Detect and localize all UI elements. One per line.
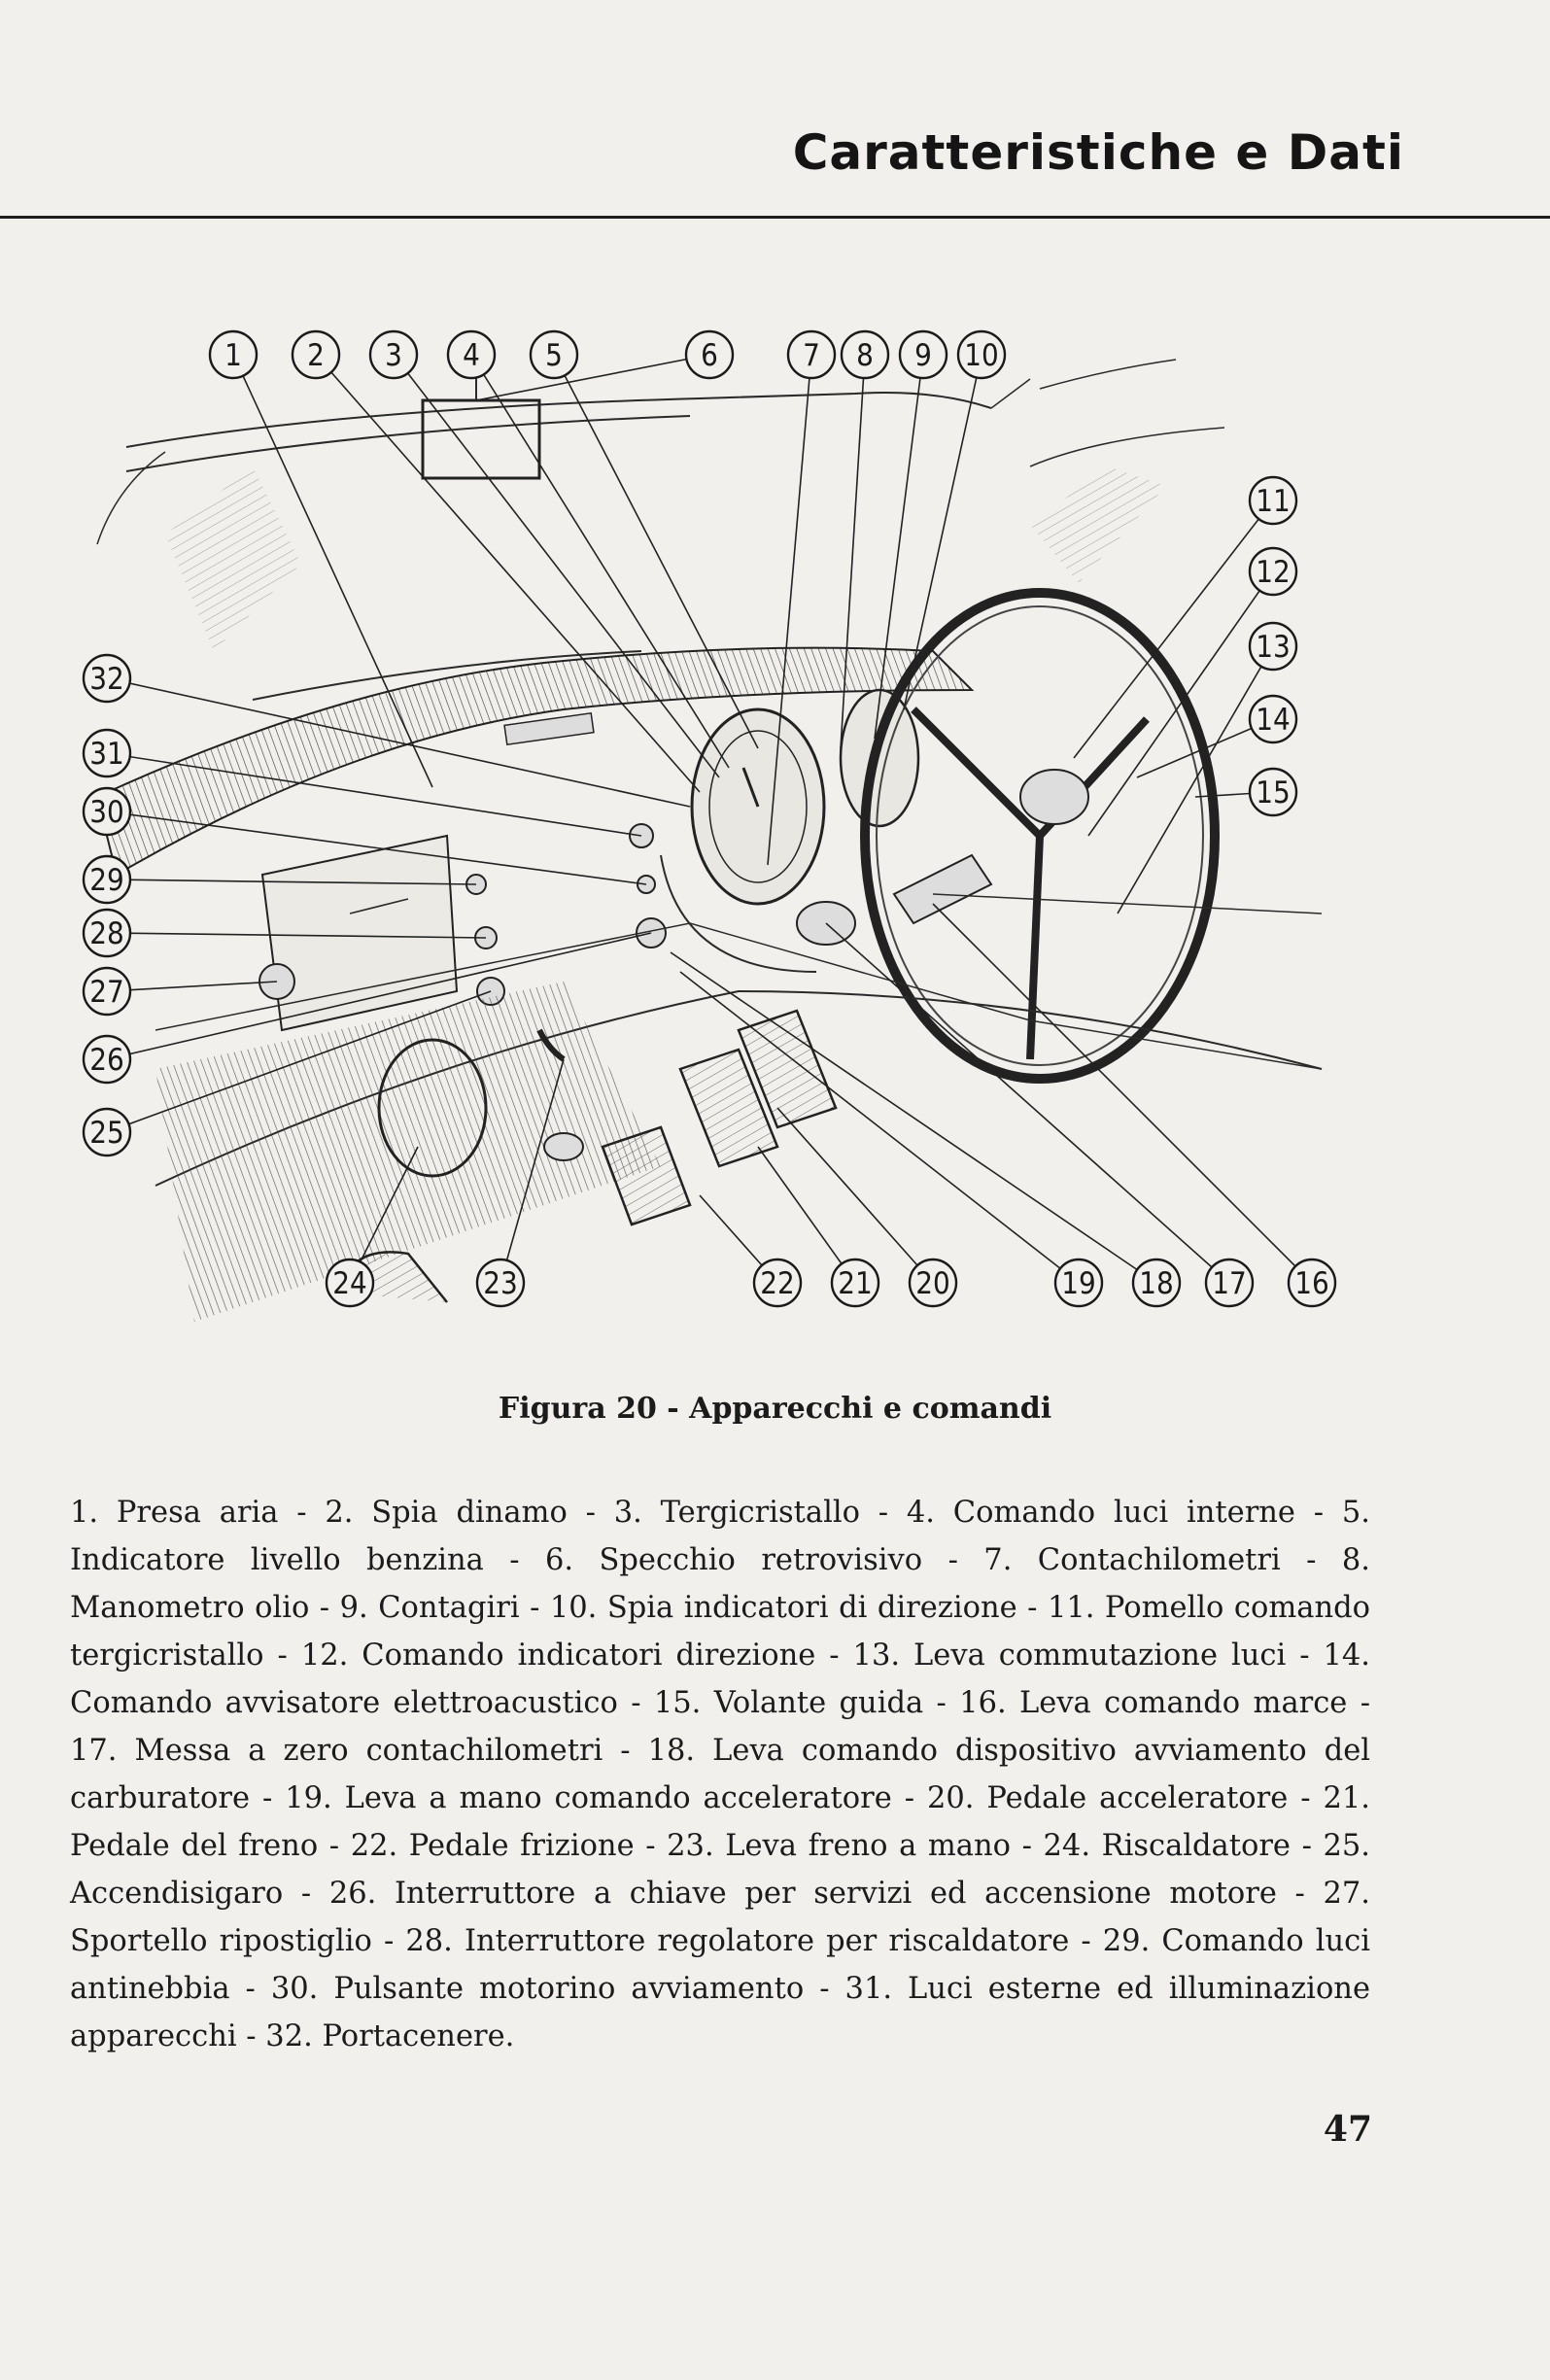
dashboard-illustration: [58, 292, 1361, 1351]
callout-label: 3: [385, 338, 402, 373]
callout-27: [84, 968, 130, 1015]
callout-label: 24: [332, 1266, 367, 1301]
callout-12: [1250, 548, 1296, 595]
callout-label: 26: [89, 1043, 124, 1078]
callout-label: 6: [701, 338, 718, 373]
callout-label: 28: [89, 916, 124, 951]
legend-paragraph: 1. Presa aria - 2. Spia dinamo - 3. Tergicristallo - 4. Comando luci interne - 5. Indicatore livello benzina - 6. Specchio retrovisivo - 7. Contachilometri - 8. Manometro olio - 9. Contagiri - 10. Spia indicatori di direzione - 11. Pomello comando tergicristallo - 12. Comando indicatori direzione - 13. Leva commutazione luci - 14. Comando avvisatore elettroacustico - 15. Volante guida - 16. Leva comando marce - 17. Messa a zero contachilometri - 18. Leva comando dispositivo avviamento del carburatore - 19. Leva a mano comando acceleratore - 20. Pedale acceleratore - 21. Pedale del freno - 22. Pedale frizione - 23. Leva freno a mano - 24. Riscaldatore - 25. Accendisigaro - 26. Interruttore a chiave per servizi ed accensione motore - 27. Sportello ripostiglio - 28. Interruttore regolatore per riscaldatore - 29. Comando luci antinebbia - 30. Pulsante motorino avviamento - 31. Luci esterne ed illuminazione apparecchi - 32. Portacenere.: [70, 1496, 1370, 2053]
callout-8: [842, 331, 888, 378]
figure-caption: Figura 20 - Apparecchi e comandi: [498, 1392, 1052, 1426]
callout-31: [84, 730, 130, 776]
callout-3: [370, 331, 417, 378]
callout-6: [686, 331, 733, 378]
callout-label: 25: [89, 1116, 124, 1151]
header-rule: [0, 216, 1550, 219]
callout-32: [84, 655, 130, 702]
callout-22: [754, 1259, 801, 1306]
page-number: 47: [1323, 2109, 1372, 2150]
callout-10: [958, 331, 1005, 378]
callout-20: [910, 1259, 956, 1306]
callout-1: [210, 331, 257, 378]
callout-28: [84, 910, 130, 956]
callout-label: 22: [760, 1266, 795, 1301]
pedal-clutch: [603, 1127, 690, 1224]
callout-label: 18: [1139, 1266, 1174, 1301]
callout-label: 20: [915, 1266, 950, 1301]
callout-4: [448, 331, 495, 378]
callout-26: [84, 1036, 130, 1083]
callout-label: 31: [89, 737, 124, 772]
callout-label: 17: [1212, 1266, 1247, 1301]
callout-25: [84, 1109, 130, 1156]
callout-label: 19: [1061, 1266, 1096, 1301]
callout-9: [900, 331, 947, 378]
callout-2: [293, 331, 339, 378]
callout-label: 32: [89, 662, 124, 697]
callout-label: 12: [1256, 555, 1291, 590]
callout-21: [832, 1259, 878, 1306]
callout-23: [477, 1259, 524, 1306]
callout-label: 13: [1256, 630, 1291, 665]
callout-label: 8: [856, 338, 874, 373]
callout-7: [788, 331, 835, 378]
callout-30: [84, 788, 130, 835]
callout-label: 9: [914, 338, 932, 373]
callout-label: 21: [838, 1266, 873, 1301]
callout-18: [1133, 1259, 1180, 1306]
callout-label: 15: [1256, 776, 1291, 811]
callout-11: [1250, 477, 1296, 524]
callout-label: 1: [224, 338, 242, 373]
callout-29: [84, 856, 130, 903]
callout-24: [327, 1259, 373, 1306]
callout-label: 10: [964, 338, 999, 373]
callout-16: [1289, 1259, 1335, 1306]
callout-label: 4: [463, 338, 480, 373]
callout-label: 11: [1256, 484, 1291, 519]
callout-label: 30: [89, 795, 124, 830]
dashboard-drawing: [58, 292, 1361, 1351]
callout-19: [1055, 1259, 1102, 1306]
callout-label: 23: [483, 1266, 518, 1301]
tachometer-dial: [841, 690, 918, 826]
callout-15: [1250, 769, 1296, 815]
callout-label: 29: [89, 863, 124, 898]
callout-5: [531, 331, 577, 378]
callout-13: [1250, 623, 1296, 670]
callout-label: 7: [803, 338, 820, 373]
callout-label: 2: [307, 338, 325, 373]
callout-label: 16: [1294, 1266, 1329, 1301]
page-header-title: Caratteristiche e Dati: [792, 124, 1404, 181]
callout-label: 5: [545, 338, 563, 373]
callout-14: [1250, 696, 1296, 742]
rear-view-mirror: [423, 400, 539, 478]
callout-label: 14: [1256, 703, 1291, 738]
callout-17: [1206, 1259, 1253, 1306]
callout-label: 27: [89, 975, 124, 1010]
